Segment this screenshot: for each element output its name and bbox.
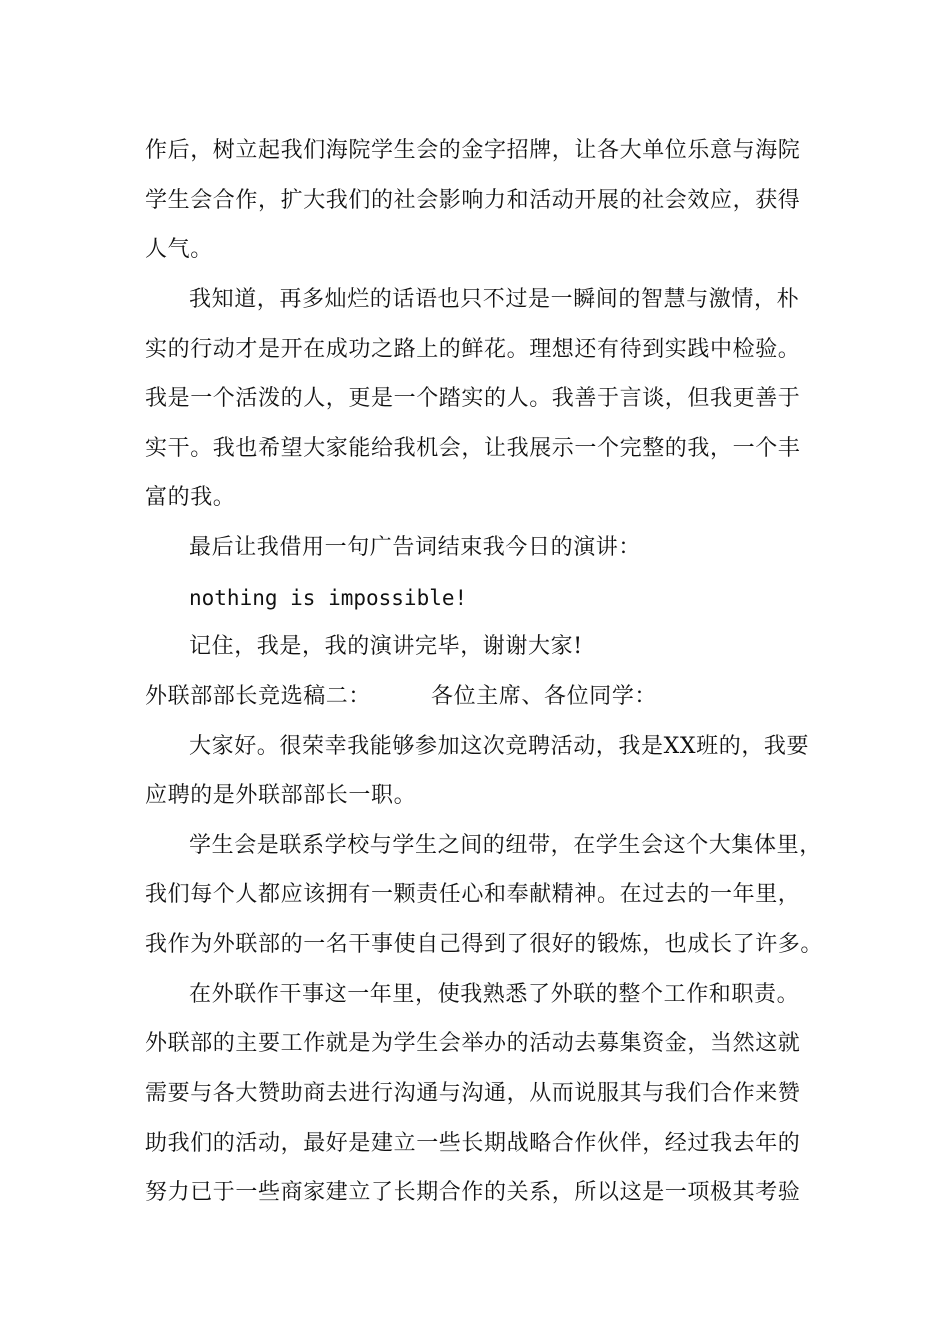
text-line: 我是一个活泼的人，更是一个踏实的人。我善于言谈，但我更善于 <box>145 386 801 411</box>
paragraph-start: 我知道，再多灿烂的话语也只不过是一瞬间的智慧与激情，朴 <box>189 287 800 312</box>
salutation: 各位主席、各位同学： <box>431 684 658 709</box>
text-line: 外联部的主要工作就是为学生会举办的活动去募集资金，当然这就 <box>145 1031 801 1056</box>
text-line: 富的我。 <box>145 485 236 510</box>
text-line: 学生会合作，扩大我们的社会影响力和活动开展的社会效应，获得 <box>145 188 801 213</box>
section-heading <box>145 677 825 717</box>
paragraph-start: 大家好。很荣幸我能够参加这次竞聘活动，我是XX班的，我要 <box>189 734 810 759</box>
text-line: 努力已于一些商家建立了长期合作的关系，所以这是一项极其考验 <box>145 1180 801 1205</box>
paragraph-start: 学生会是联系学校与学生之间的纽带，在学生会这个大集体里， <box>189 833 822 858</box>
text-line: 应聘的是外联部部长一职。 <box>145 783 417 808</box>
paragraph-start: 记住，我是，我的演讲完毕，谢谢大家! <box>189 634 583 659</box>
text-line: 人气。 <box>145 237 213 262</box>
section-title: 外联部部长竞选稿二： <box>145 684 372 709</box>
text-line: 我们每个人都应该拥有一颗责任心和奉献精神。在过去的一年里， <box>145 882 801 907</box>
text-line: 作后，树立起我们海院学生会的金字招牌，让各大单位乐意与海院 <box>145 138 801 163</box>
paragraph-start: 最后让我借用一句广告词结束我今日的演讲： <box>189 535 642 560</box>
text-line: 需要与各大赞助商去进行沟通与沟通，从而说服其与我们合作来赞 <box>145 1081 801 1106</box>
text-line: 实的行动才是开在成功之路上的鲜花。理想还有待到实践中检验。 <box>145 337 801 362</box>
english-quote: nothing is impossible! <box>189 586 468 610</box>
text-line: 我作为外联部的一名干事使自己得到了很好的锻炼，也成长了许多。 <box>145 932 824 957</box>
text-line: 实干。我也希望大家能给我机会，让我展示一个完整的我，一个丰 <box>145 436 801 461</box>
paragraph-start: 在外联作干事这一年里，使我熟悉了外联的整个工作和职责。 <box>189 982 800 1007</box>
text-line: 助我们的活动，最好是建立一些长期战略合作伙伴，经过我去年的 <box>145 1131 801 1156</box>
